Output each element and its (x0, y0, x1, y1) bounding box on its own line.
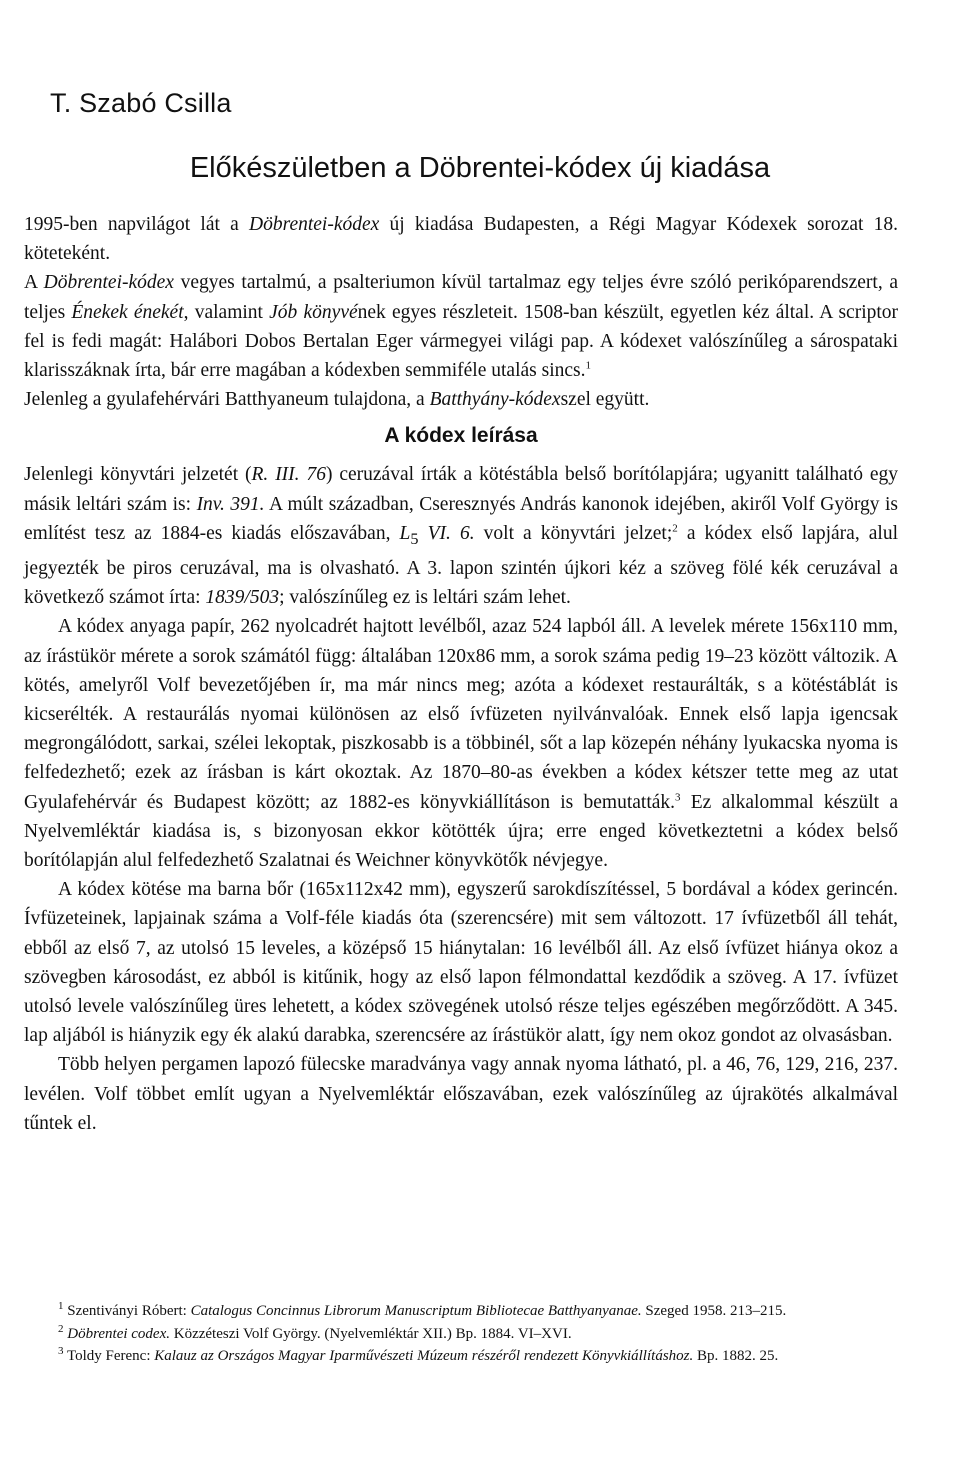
footnote-2 (24, 1323, 898, 1346)
footnote-number: 2 (58, 1322, 64, 1335)
footnotes (24, 1300, 898, 1368)
text-run: új kiadása Budapesten, a Régi Magyar Kódexek sorozat 18. köteteként. (24, 214, 898, 265)
italic-title: Döbrentei codex. (63, 1325, 170, 1342)
text-run: A (24, 272, 44, 294)
italic-shelfmark: L (399, 522, 411, 544)
description-paragraph-2 (24, 612, 898, 875)
description-paragraph-4: Több helyen pergamen lapozó fülecske maradványa vagy annak nyoma látható, pl. a 46, 76, 129, 216, 237. levélen. Volf többet említ ugyan a Nyelvemléktár előszavában, ezek valószínűleg az újrakötés alkalmával tűntek el. (24, 1054, 898, 1134)
article-body (24, 210, 898, 1138)
italic-title: Döbrentei-kódex (249, 214, 380, 235)
italic-inventory: Inv. 391. (196, 493, 265, 515)
section-heading: A kódex leírása (384, 424, 538, 448)
text-run: vegyes tartalmú, a psalteriumon kívül tartalmaz egy teljes évre szóló perikóparendszert, a teljes (24, 272, 898, 323)
text-run: ; valószínűleg ez is leltári szám lehet. (279, 587, 571, 609)
text-run: Bp. 1882. 25. (693, 1348, 779, 1364)
italic-title: Énekek énekét (71, 301, 184, 323)
footnote-ref-1[interactable]: 1 (585, 359, 591, 372)
text-run: , valamint (183, 301, 270, 323)
footnote-ref-2[interactable]: 2 (672, 522, 678, 535)
text-run: volt a könyvtári jelzet; (474, 522, 673, 544)
italic-title: Döbrentei-kódex (43, 272, 174, 294)
text-run: Ez alkalommal készült a Nyelvemléktár kiadása is, s bizonyosan ekkor kötötték újra; erre enged következtetni a kódex belső borítólapján alul felfedezhető Szalatnai és Weichner könyvkötők névjegye. (24, 791, 898, 871)
footnote-1 (24, 1300, 898, 1323)
article-title: Előkészületben a Döbrentei-kódex új kiadása (189, 152, 771, 184)
text-run: Közzéteszi Volf György. (Nyelvemléktár XII.) Bp. 1884. VI–XVI. (170, 1325, 572, 1342)
text-run: Jelenleg a gyulafehérvári Batthyaneum tulajdona, a (24, 389, 430, 411)
italic-shelfmark: R. III. 76 (251, 464, 326, 486)
intro-paragraph-1 (24, 210, 898, 268)
text-run: ) ceruzával írták a kötéstábla belső borítólapjára; ugyanitt található egy másik leltári szám is: (24, 464, 899, 515)
intro-paragraph-3 (24, 385, 898, 414)
italic-title: Jób könyvé (269, 301, 358, 323)
italic-title: Kalauz az Országos Magyar Iparművészeti Múzeum részéről rendezett Könyvkiállításhoz. (154, 1348, 694, 1364)
italic-shelfmark: VI. 6. (418, 522, 475, 544)
italic-title: Catalogus Concinnus Librorum Manuscriptum Bibliotecae Batthyanyanae. (190, 1303, 642, 1319)
text-run: A kódex anyaga papír, 262 nyolcadrét hajtott levélből, azaz 524 lapból áll. A levelek mérete 156x110 mm, az írástükör mérete a sorok számától függ: általában 120x86 mm, a sorok száma pedig 19–23 között változik. A kötés, amelyről Volf bevezetőjében ír, ma már nincs meg; azóta a kódexet restaurálták, s a kötéstáblát is kicserélték. A restaurálás nyomai különösen az első ívfüzeten nyilvánvalóak. Ennek első lapja igencsak megrongálódott, sarkai, szélei lekoptak, piszkosabb is a többinél, sőt a lap közepén néhány lyukacska nyoma is felfedezhető; ezek az írásban is kárt okoztak. Az 1870–80-as években a kódex kétszer tette meg az utat Gyulafehérvár és Budapest között; az 1882-es könyvkiállításon is bemutatták. (24, 616, 898, 813)
text-run: 1995-ben napvilágot lát a (24, 214, 249, 235)
description-paragraph-1 (24, 460, 898, 612)
text-run: Szeged 1958. 213–215. (641, 1303, 787, 1319)
footnote-number: 1 (58, 1300, 64, 1312)
text-run: Szentiványi Róbert: (63, 1303, 191, 1319)
text-run: nek egyes részleteit. 1508-ban készült, egyetlen kéz által. A scriptor fel is fedi magát: Halábori Dobos Bertalan Eger vármegyei világi pap. A kódexet valószínűleg a sárospataki klarisszáknak írta, bár erre magában a kódexben semmiféle utalás sincs. (24, 301, 899, 382)
text-run: A múlt században, Cseresznyés András kanonok idejében, akiről Volf György is említést tesz az 1884-es kiadás előszavában, (24, 493, 899, 544)
intro-paragraph-2 (24, 268, 898, 385)
text-run: szel együtt. (560, 389, 650, 411)
text-run: Jelenlegi könyvtári jelzetét ( (24, 464, 252, 486)
footnote-number: 3 (58, 1345, 64, 1357)
footnote-3 (24, 1345, 898, 1368)
text-run: a kódex első lapjára, alul jegyezték be piros ceruzával, ma is olvasható. A 3. lapon szintén újkori kéz a szöveg fölé kék ceruzával a következő számot írta: (24, 522, 899, 609)
italic-title: Batthyány-kódex (429, 389, 561, 411)
description-paragraph-3: A kódex kötése ma barna bőr (165x112x42 mm), egyszerű sarokdíszítéssel, 5 bordával a kódex gerincén. Ívfüzeteinek, lapjainak száma a Volf-féle kiadás óta (szerencsére) mit sem változott. 17 ívfüzetből áll tehát, ebből az első 7, az utolsó 15 leveles, a középső 15 hiánytalan: 16 levélből áll. Az első ívfüzet hiánya okoz a szövegben károsodást, ez abból is kitűnik, hogy az első lapon félmondattal kezdődik a szöveg. A 17. ívfüzet utolsó levele valószínűleg üres lehetett, a kódex szövegének utolsó része teljes egészében megőrződött. A 345. lap aljából is hiányzik egy ék alakú darabka, szerencsére az írástükör alatt, így nem okoz gondot az olvasásban. (24, 879, 898, 1047)
italic-number: 1839/503 (205, 587, 280, 609)
subscript: 5 (410, 529, 419, 548)
author-name: T. Szabó Csilla (50, 88, 232, 118)
text-run: Toldy Ferenc: (63, 1348, 155, 1364)
footnote-ref-3[interactable]: 3 (675, 791, 681, 804)
